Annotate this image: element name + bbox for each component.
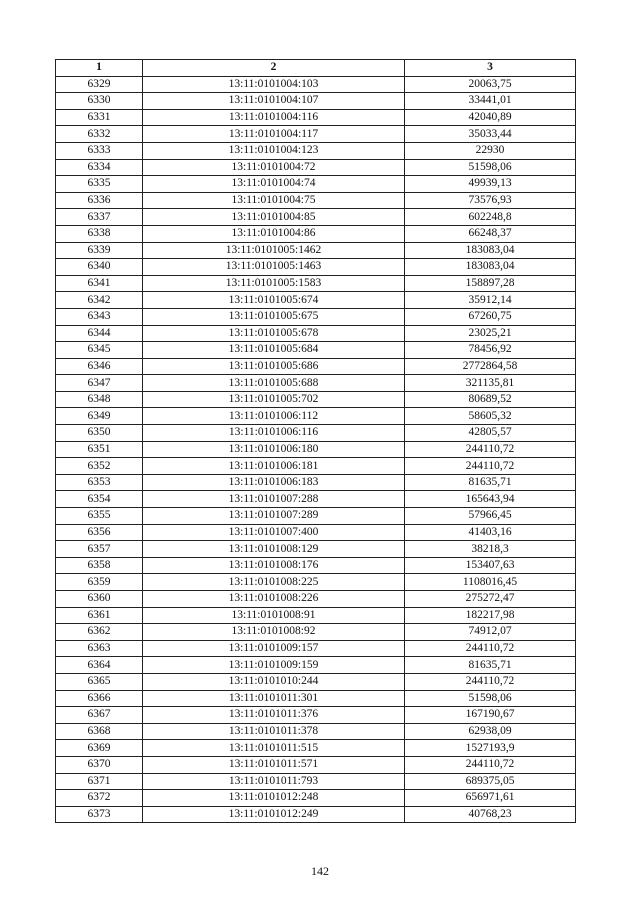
value-cell: 244110,72	[405, 441, 576, 458]
table-row	[56, 176, 576, 193]
row-number-cell: 6364	[56, 657, 143, 674]
value-cell: 35033,44	[405, 126, 576, 143]
table-row	[56, 557, 576, 574]
cadastral-number-cell: 13:11:0101009:157	[143, 640, 405, 657]
cadastral-number-cell: 13:11:0101005:686	[143, 358, 405, 375]
cadastral-number-cell: 13:11:0101008:225	[143, 574, 405, 591]
table-row	[56, 607, 576, 624]
cadastral-number-cell: 13:11:0101005:678	[143, 325, 405, 342]
table-row	[56, 242, 576, 259]
value-cell: 74912,07	[405, 624, 576, 641]
cadastral-number-cell: 13:11:0101004:103	[143, 76, 405, 93]
value-cell: 165643,94	[405, 491, 576, 508]
cadastral-number-cell: 13:11:0101004:75	[143, 192, 405, 209]
table-row	[56, 690, 576, 707]
value-cell: 78456,92	[405, 342, 576, 359]
row-number-cell: 6346	[56, 358, 143, 375]
cadastral-number-cell: 13:11:0101006:183	[143, 474, 405, 491]
value-cell: 244110,72	[405, 756, 576, 773]
cadastral-number-cell: 13:11:0101007:288	[143, 491, 405, 508]
cadastral-number-cell: 13:11:0101012:248	[143, 790, 405, 807]
row-number-cell: 6329	[56, 76, 143, 93]
table-header	[56, 60, 576, 77]
row-number-cell: 6333	[56, 142, 143, 159]
cadastral-number-cell: 13:11:0101011:301	[143, 690, 405, 707]
table-row	[56, 707, 576, 724]
row-number-cell: 6372	[56, 790, 143, 807]
row-number-cell: 6341	[56, 275, 143, 292]
table-row	[56, 275, 576, 292]
row-number-cell: 6330	[56, 93, 143, 110]
table-row	[56, 441, 576, 458]
table-row	[56, 126, 576, 143]
value-cell: 81635,71	[405, 657, 576, 674]
row-number-cell: 6362	[56, 624, 143, 641]
value-cell: 73576,93	[405, 192, 576, 209]
table-row	[56, 375, 576, 392]
row-number-cell: 6368	[56, 723, 143, 740]
cadastral-number-cell: 13:11:0101011:378	[143, 723, 405, 740]
cadastral-number-cell: 13:11:0101007:400	[143, 524, 405, 541]
cadastral-number-cell: 13:11:0101004:107	[143, 93, 405, 110]
cadastral-number-cell: 13:11:0101005:702	[143, 391, 405, 408]
value-cell: 38218,3	[405, 541, 576, 558]
table-row	[56, 76, 576, 93]
cadastral-number-cell: 13:11:0101005:1463	[143, 259, 405, 276]
column-header-2: 2	[143, 60, 405, 77]
value-cell: 33441,01	[405, 93, 576, 110]
page-number: 142	[311, 864, 329, 878]
table-row	[56, 790, 576, 807]
value-cell: 67260,75	[405, 308, 576, 325]
row-number-cell: 6354	[56, 491, 143, 508]
table-row	[56, 93, 576, 110]
cadastral-number-cell: 13:11:0101008:129	[143, 541, 405, 558]
table-row	[56, 159, 576, 176]
row-number-cell: 6331	[56, 109, 143, 126]
table-row	[56, 391, 576, 408]
value-cell: 244110,72	[405, 673, 576, 690]
cadastral-number-cell: 13:11:0101004:85	[143, 209, 405, 226]
value-cell: 51598,06	[405, 159, 576, 176]
row-number-cell: 6351	[56, 441, 143, 458]
value-cell: 23025,21	[405, 325, 576, 342]
value-cell: 41403,16	[405, 524, 576, 541]
table-row	[56, 773, 576, 790]
table-row	[56, 225, 576, 242]
cadastral-number-cell: 13:11:0101008:92	[143, 624, 405, 641]
table-row	[56, 673, 576, 690]
row-number-cell: 6361	[56, 607, 143, 624]
table-row	[56, 358, 576, 375]
value-cell: 182217,98	[405, 607, 576, 624]
value-cell: 58605,32	[405, 408, 576, 425]
cadastral-number-cell: 13:11:0101011:793	[143, 773, 405, 790]
row-number-cell: 6344	[56, 325, 143, 342]
table-row	[56, 574, 576, 591]
cadastral-number-cell: 13:11:0101004:123	[143, 142, 405, 159]
row-number-cell: 6373	[56, 806, 143, 823]
cadastral-number-cell: 13:11:0101005:688	[143, 375, 405, 392]
table-body	[56, 76, 576, 823]
row-number-cell: 6342	[56, 292, 143, 309]
column-header-3: 3	[405, 60, 576, 77]
row-number-cell: 6367	[56, 707, 143, 724]
cadastral-number-cell: 13:11:0101010:244	[143, 673, 405, 690]
table-row	[56, 640, 576, 657]
cadastral-number-cell: 13:11:0101005:1583	[143, 275, 405, 292]
row-number-cell: 6369	[56, 740, 143, 757]
row-number-cell: 6349	[56, 408, 143, 425]
table-row	[56, 591, 576, 608]
cadastral-number-cell: 13:11:0101008:91	[143, 607, 405, 624]
table-row	[56, 408, 576, 425]
column-header-1: 1	[56, 60, 143, 77]
table-row	[56, 259, 576, 276]
row-number-cell: 6339	[56, 242, 143, 259]
cadastral-number-cell: 13:11:0101005:675	[143, 308, 405, 325]
value-cell: 602248,8	[405, 209, 576, 226]
value-cell: 689375,05	[405, 773, 576, 790]
value-cell: 51598,06	[405, 690, 576, 707]
row-number-cell: 6353	[56, 474, 143, 491]
table-row	[56, 541, 576, 558]
row-number-cell: 6347	[56, 375, 143, 392]
value-cell: 66248,37	[405, 225, 576, 242]
row-number-cell: 6370	[56, 756, 143, 773]
row-number-cell: 6340	[56, 259, 143, 276]
table-row	[56, 474, 576, 491]
table-row	[56, 142, 576, 159]
cadastral-number-cell: 13:11:0101005:1462	[143, 242, 405, 259]
cadastral-number-cell: 13:11:0101011:376	[143, 707, 405, 724]
row-number-cell: 6337	[56, 209, 143, 226]
value-cell: 244110,72	[405, 458, 576, 475]
row-number-cell: 6366	[56, 690, 143, 707]
table-row	[56, 325, 576, 342]
row-number-cell: 6336	[56, 192, 143, 209]
row-number-cell: 6359	[56, 574, 143, 591]
cadastral-number-cell: 13:11:0101011:571	[143, 756, 405, 773]
row-number-cell: 6357	[56, 541, 143, 558]
row-number-cell: 6350	[56, 425, 143, 442]
value-cell: 275272,47	[405, 591, 576, 608]
cadastral-number-cell: 13:11:0101004:86	[143, 225, 405, 242]
table-row	[56, 624, 576, 641]
value-cell: 40768,23	[405, 806, 576, 823]
value-cell: 80689,52	[405, 391, 576, 408]
cadastral-number-cell: 13:11:0101006:116	[143, 425, 405, 442]
value-cell: 1108016,45	[405, 574, 576, 591]
table-row	[56, 756, 576, 773]
table-row	[56, 723, 576, 740]
cadastral-number-cell: 13:11:0101004:117	[143, 126, 405, 143]
value-cell: 183083,04	[405, 242, 576, 259]
row-number-cell: 6345	[56, 342, 143, 359]
value-cell: 22930	[405, 142, 576, 159]
cadastral-number-cell: 13:11:0101006:112	[143, 408, 405, 425]
cadastral-number-cell: 13:11:0101006:181	[143, 458, 405, 475]
value-cell: 153407,63	[405, 557, 576, 574]
registry-table	[55, 59, 576, 823]
value-cell: 42040,89	[405, 109, 576, 126]
table-row	[56, 209, 576, 226]
value-cell: 35912,14	[405, 292, 576, 309]
row-number-cell: 6335	[56, 176, 143, 193]
row-number-cell: 6356	[56, 524, 143, 541]
table-row	[56, 292, 576, 309]
table-row	[56, 308, 576, 325]
row-number-cell: 6348	[56, 391, 143, 408]
value-cell: 158897,28	[405, 275, 576, 292]
row-number-cell: 6358	[56, 557, 143, 574]
table-row	[56, 458, 576, 475]
row-number-cell: 6360	[56, 591, 143, 608]
row-number-cell: 6365	[56, 673, 143, 690]
table-row	[56, 342, 576, 359]
header-row	[56, 60, 576, 77]
value-cell: 81635,71	[405, 474, 576, 491]
value-cell: 656971,61	[405, 790, 576, 807]
row-number-cell: 6338	[56, 225, 143, 242]
table-row	[56, 524, 576, 541]
cadastral-number-cell: 13:11:0101011:515	[143, 740, 405, 757]
row-number-cell: 6355	[56, 508, 143, 525]
value-cell: 62938,09	[405, 723, 576, 740]
value-cell: 1527193,9	[405, 740, 576, 757]
cadastral-number-cell: 13:11:0101004:74	[143, 176, 405, 193]
value-cell: 57966,45	[405, 508, 576, 525]
value-cell: 244110,72	[405, 640, 576, 657]
table-row	[56, 192, 576, 209]
value-cell: 321135,81	[405, 375, 576, 392]
cadastral-number-cell: 13:11:0101007:289	[143, 508, 405, 525]
cadastral-number-cell: 13:11:0101008:226	[143, 591, 405, 608]
cadastral-number-cell: 13:11:0101005:684	[143, 342, 405, 359]
row-number-cell: 6363	[56, 640, 143, 657]
row-number-cell: 6371	[56, 773, 143, 790]
value-cell: 20063,75	[405, 76, 576, 93]
row-number-cell: 6334	[56, 159, 143, 176]
value-cell: 42805,57	[405, 425, 576, 442]
row-number-cell: 6332	[56, 126, 143, 143]
cadastral-number-cell: 13:11:0101006:180	[143, 441, 405, 458]
table-row	[56, 109, 576, 126]
table-row	[56, 806, 576, 823]
row-number-cell: 6352	[56, 458, 143, 475]
value-cell: 183083,04	[405, 259, 576, 276]
cadastral-number-cell: 13:11:0101012:249	[143, 806, 405, 823]
value-cell: 2772864,58	[405, 358, 576, 375]
cadastral-number-cell: 13:11:0101004:72	[143, 159, 405, 176]
cadastral-number-cell: 13:11:0101009:159	[143, 657, 405, 674]
cadastral-number-cell: 13:11:0101008:176	[143, 557, 405, 574]
cadastral-number-cell: 13:11:0101004:116	[143, 109, 405, 126]
value-cell: 167190,67	[405, 707, 576, 724]
table-row	[56, 657, 576, 674]
table-row	[56, 425, 576, 442]
row-number-cell: 6343	[56, 308, 143, 325]
value-cell: 49939,13	[405, 176, 576, 193]
cadastral-number-cell: 13:11:0101005:674	[143, 292, 405, 309]
table-row	[56, 740, 576, 757]
table-row	[56, 491, 576, 508]
table-row	[56, 508, 576, 525]
